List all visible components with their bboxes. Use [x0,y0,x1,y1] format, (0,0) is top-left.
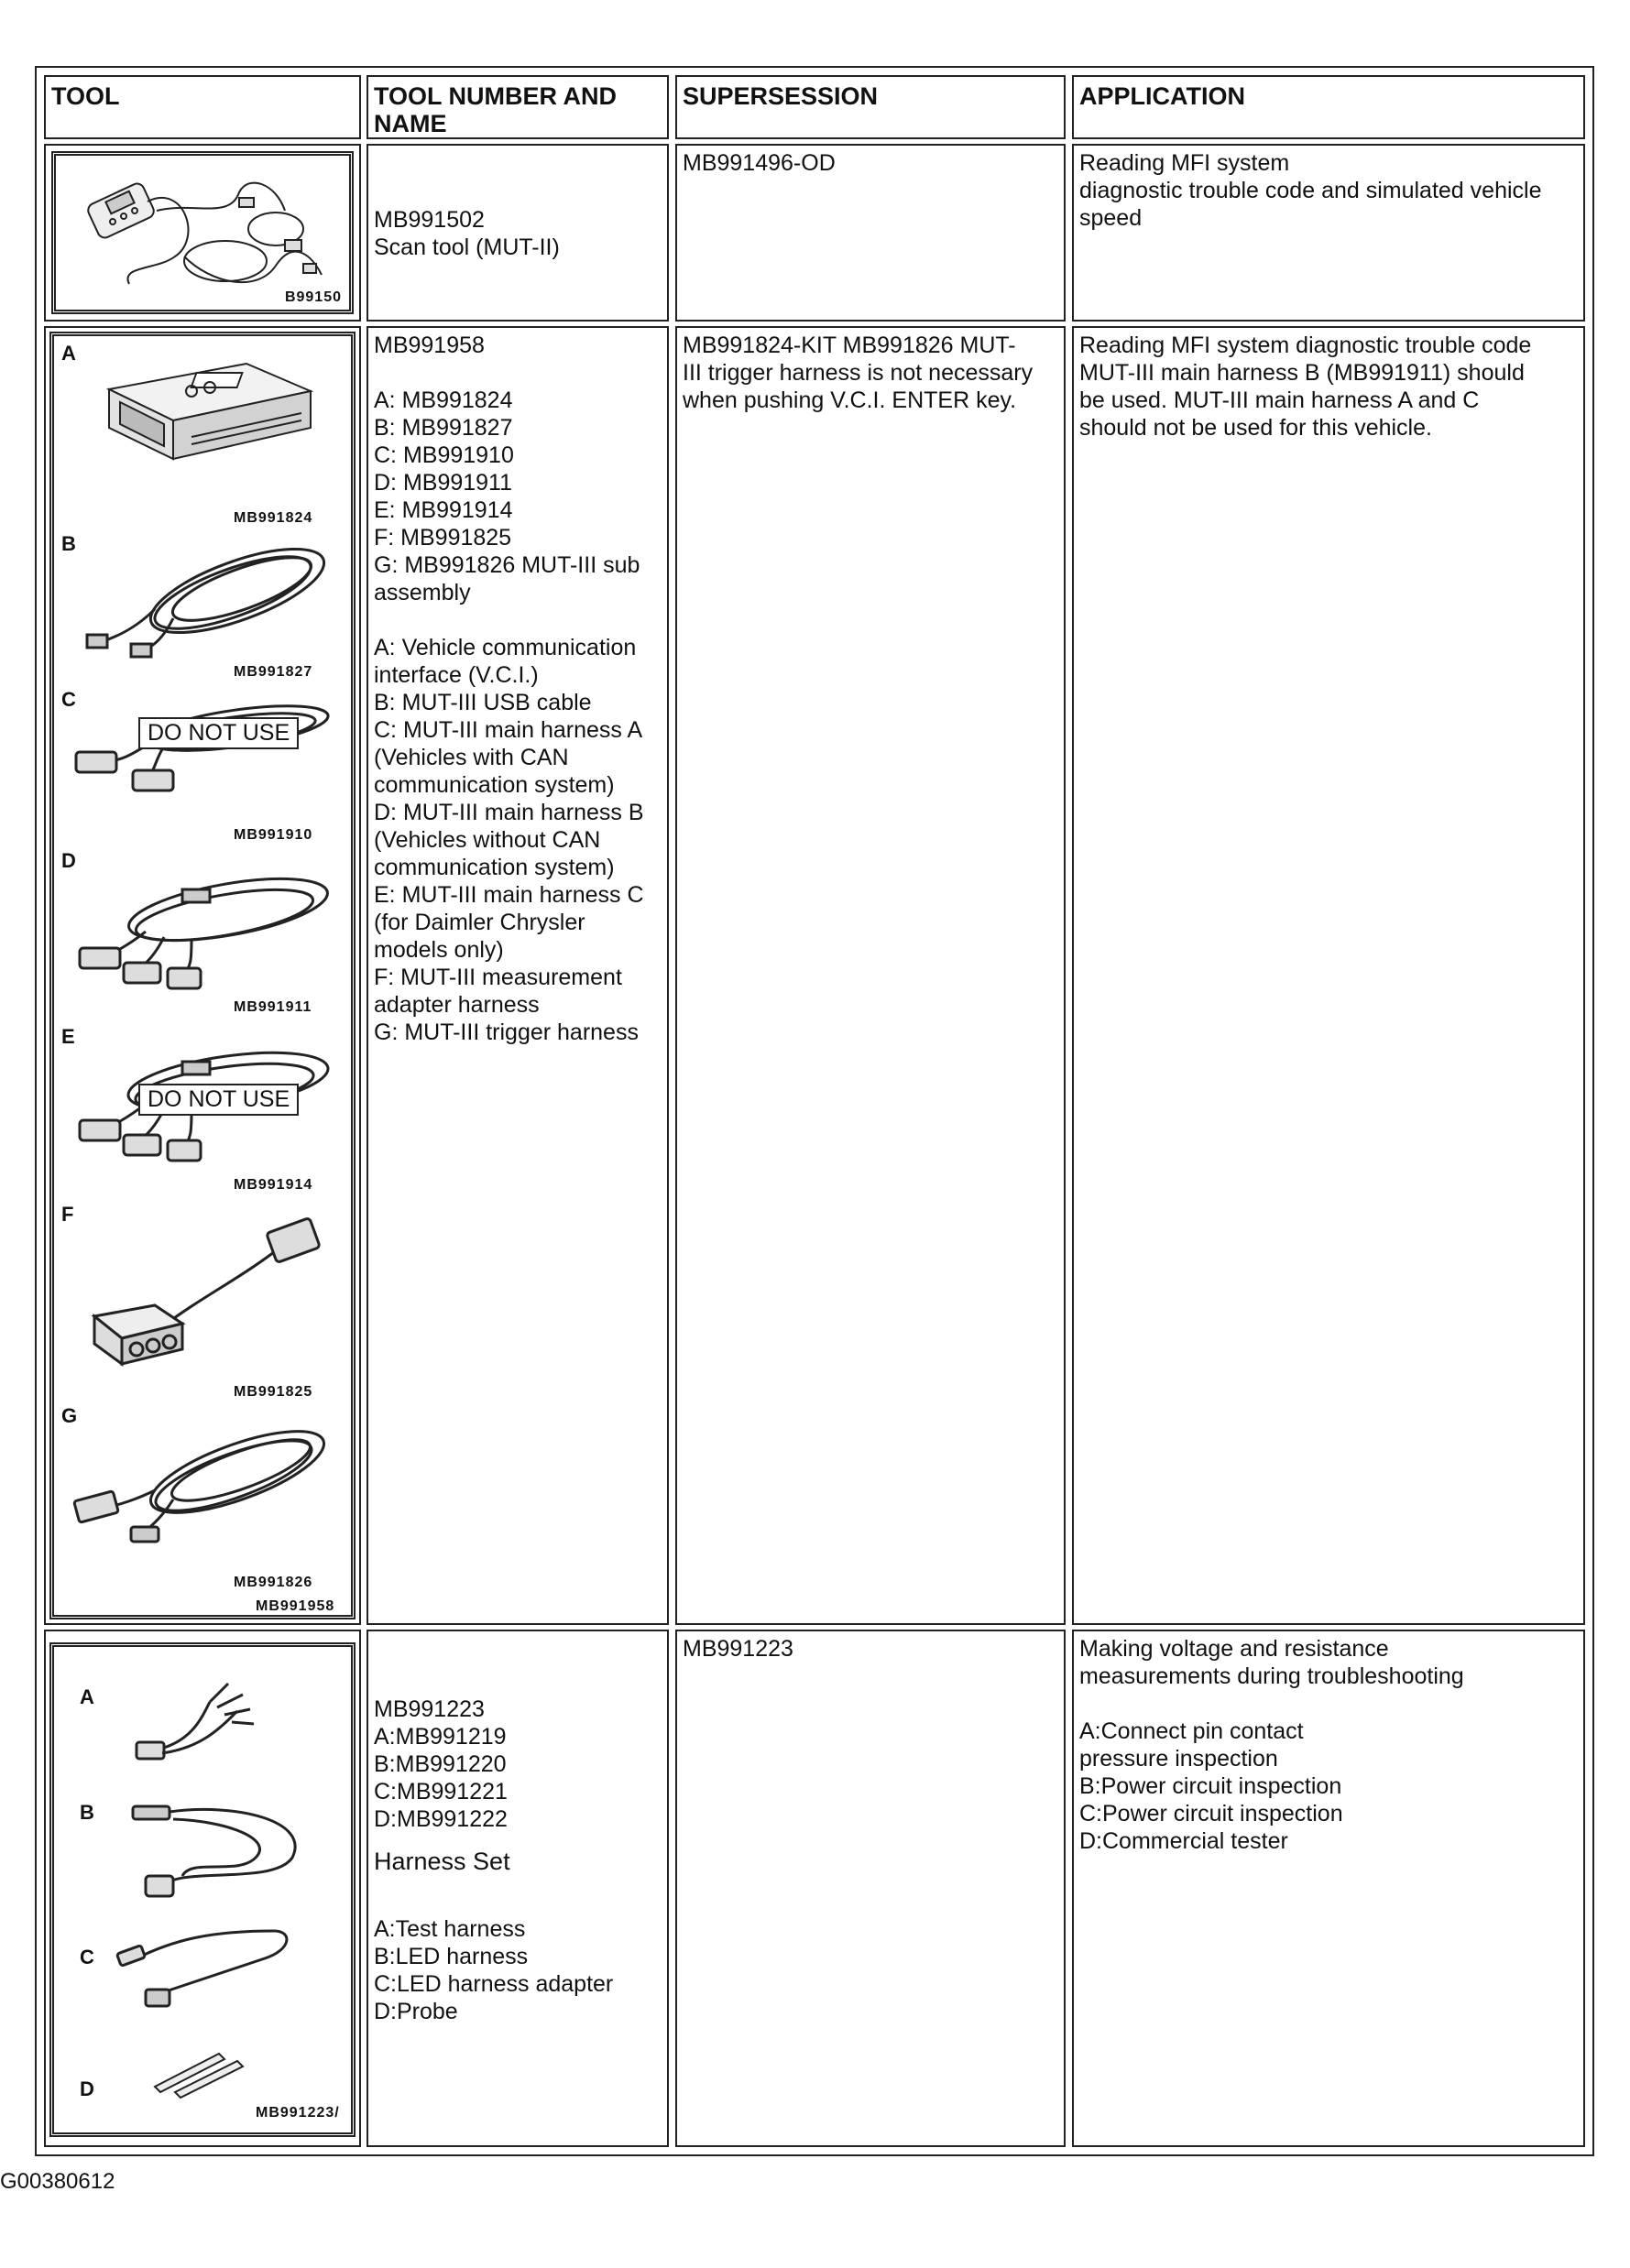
component-letter-a: A [61,342,76,365]
component-letter-f: F [61,1203,74,1226]
measurement-adapter-icon [54,1216,347,1371]
header-tool-number-name: TOOL NUMBER AND NAME [366,75,669,139]
scan-tool-image-code: B99150 [284,289,342,305]
main-harness-b-icon [54,867,347,996]
row3-number-name-title: Harness Set [374,1848,510,1875]
do-not-use-stamp-e: DO NOT USE [138,1084,299,1116]
row2-number-name: MB991958 A: MB991824 B: MB991827 C: MB991910 D: MB991911 E: MB991914 F: MB991825 G: MB991826 MUT-III sub assembly A: Vehicle communication interface (V.C.I.) B: MUT-III USB cable C: MUT-III main harness A (Vehicles with CAN communication system) D: MUT-III main harness B (Vehicles without CAN communication system) E: MUT-III main harness C (for Daimler Chrysler models only) F: MUT-III measurement adapter harness G: MUT-III trigger harness [366,326,669,1625]
harness-set-image [49,1642,356,2137]
mut3-kit-image [49,332,356,1619]
row3-application: Making voltage and resistance measurements during troubleshooting A:Connect pin contact pressure inspection B:Power circuit inspection C:Power circuit inspection D:Commercial tester [1072,1630,1585,2147]
row1-supersession: MB991496-OD [675,144,1066,322]
component-letter-d: D [61,849,76,872]
header-supersession: SUPERSESSION [675,75,1066,139]
component-code-b: MB991827 [234,664,313,680]
component-letter-c: C [61,688,76,711]
trigger-harness-icon [54,1417,347,1554]
component-letter-b: B [61,532,76,555]
test-harness-icon [54,1665,347,1775]
usb-cable-icon [54,536,347,664]
row3-number-name-codes: MB991223 A:MB991219 B:MB991220 C:MB991221 D:MB991222 [374,1696,508,1832]
component-code-e: MB991914 [234,1177,313,1193]
led-harness-adapter-icon [54,1913,347,2023]
component-code-d: MB991911 [234,999,312,1015]
scan-tool-image [51,151,354,314]
row1-application: Reading MFI system diagnostic trouble code and simulated vehicle speed [1072,144,1585,322]
component-code-c: MB991910 [234,827,313,843]
harness-letter-d: D [80,2077,94,2100]
row3-supersession: MB991223 [675,1630,1066,2147]
scan-tool-illustration [56,156,349,310]
component-code-a: MB991824 [234,510,313,526]
do-not-use-stamp-c: DO NOT USE [138,717,299,749]
row3-number-name-descriptions: A:Test harness B:LED harness C:LED harness adapter D:Probe [374,1916,614,2024]
probe-icon [54,2041,347,2114]
component-code-g: MB991826 [234,1575,313,1590]
main-harness-a-icon [54,695,347,805]
row1-number-name: MB991502 Scan tool (MUT-II) [366,144,669,322]
vci-icon [54,336,347,464]
row2-tool-cell [44,326,361,1625]
component-letter-g: G [61,1404,78,1427]
harness-set-image-code: MB991223/ [256,2105,340,2121]
mut3-kit-image-code: MB991958 [256,1598,335,1614]
row2-supersession: MB991824-KIT MB991826 MUT- III trigger harness is not necessary when pushing V.C.I. ENTER key. [675,326,1066,1625]
header-application: APPLICATION [1072,75,1585,139]
row3-number-name-cell [366,1630,669,2147]
harness-letter-c: C [80,1946,94,1968]
harness-letter-a: A [80,1685,94,1708]
row1-tool-cell [44,144,361,322]
row2-application: Reading MFI system diagnostic trouble code MUT-III main harness B (MB991911) should be used. MUT-III main harness A and C should not be used for this vehicle. [1072,326,1585,1625]
component-letter-e: E [61,1025,75,1048]
row3-tool-cell [44,1630,361,2147]
header-tool: TOOL [44,75,361,139]
led-harness-icon [54,1784,347,1903]
figure-id: G00380612 [0,2169,115,2194]
component-code-f: MB991825 [234,1384,313,1400]
harness-letter-b: B [80,1801,94,1824]
